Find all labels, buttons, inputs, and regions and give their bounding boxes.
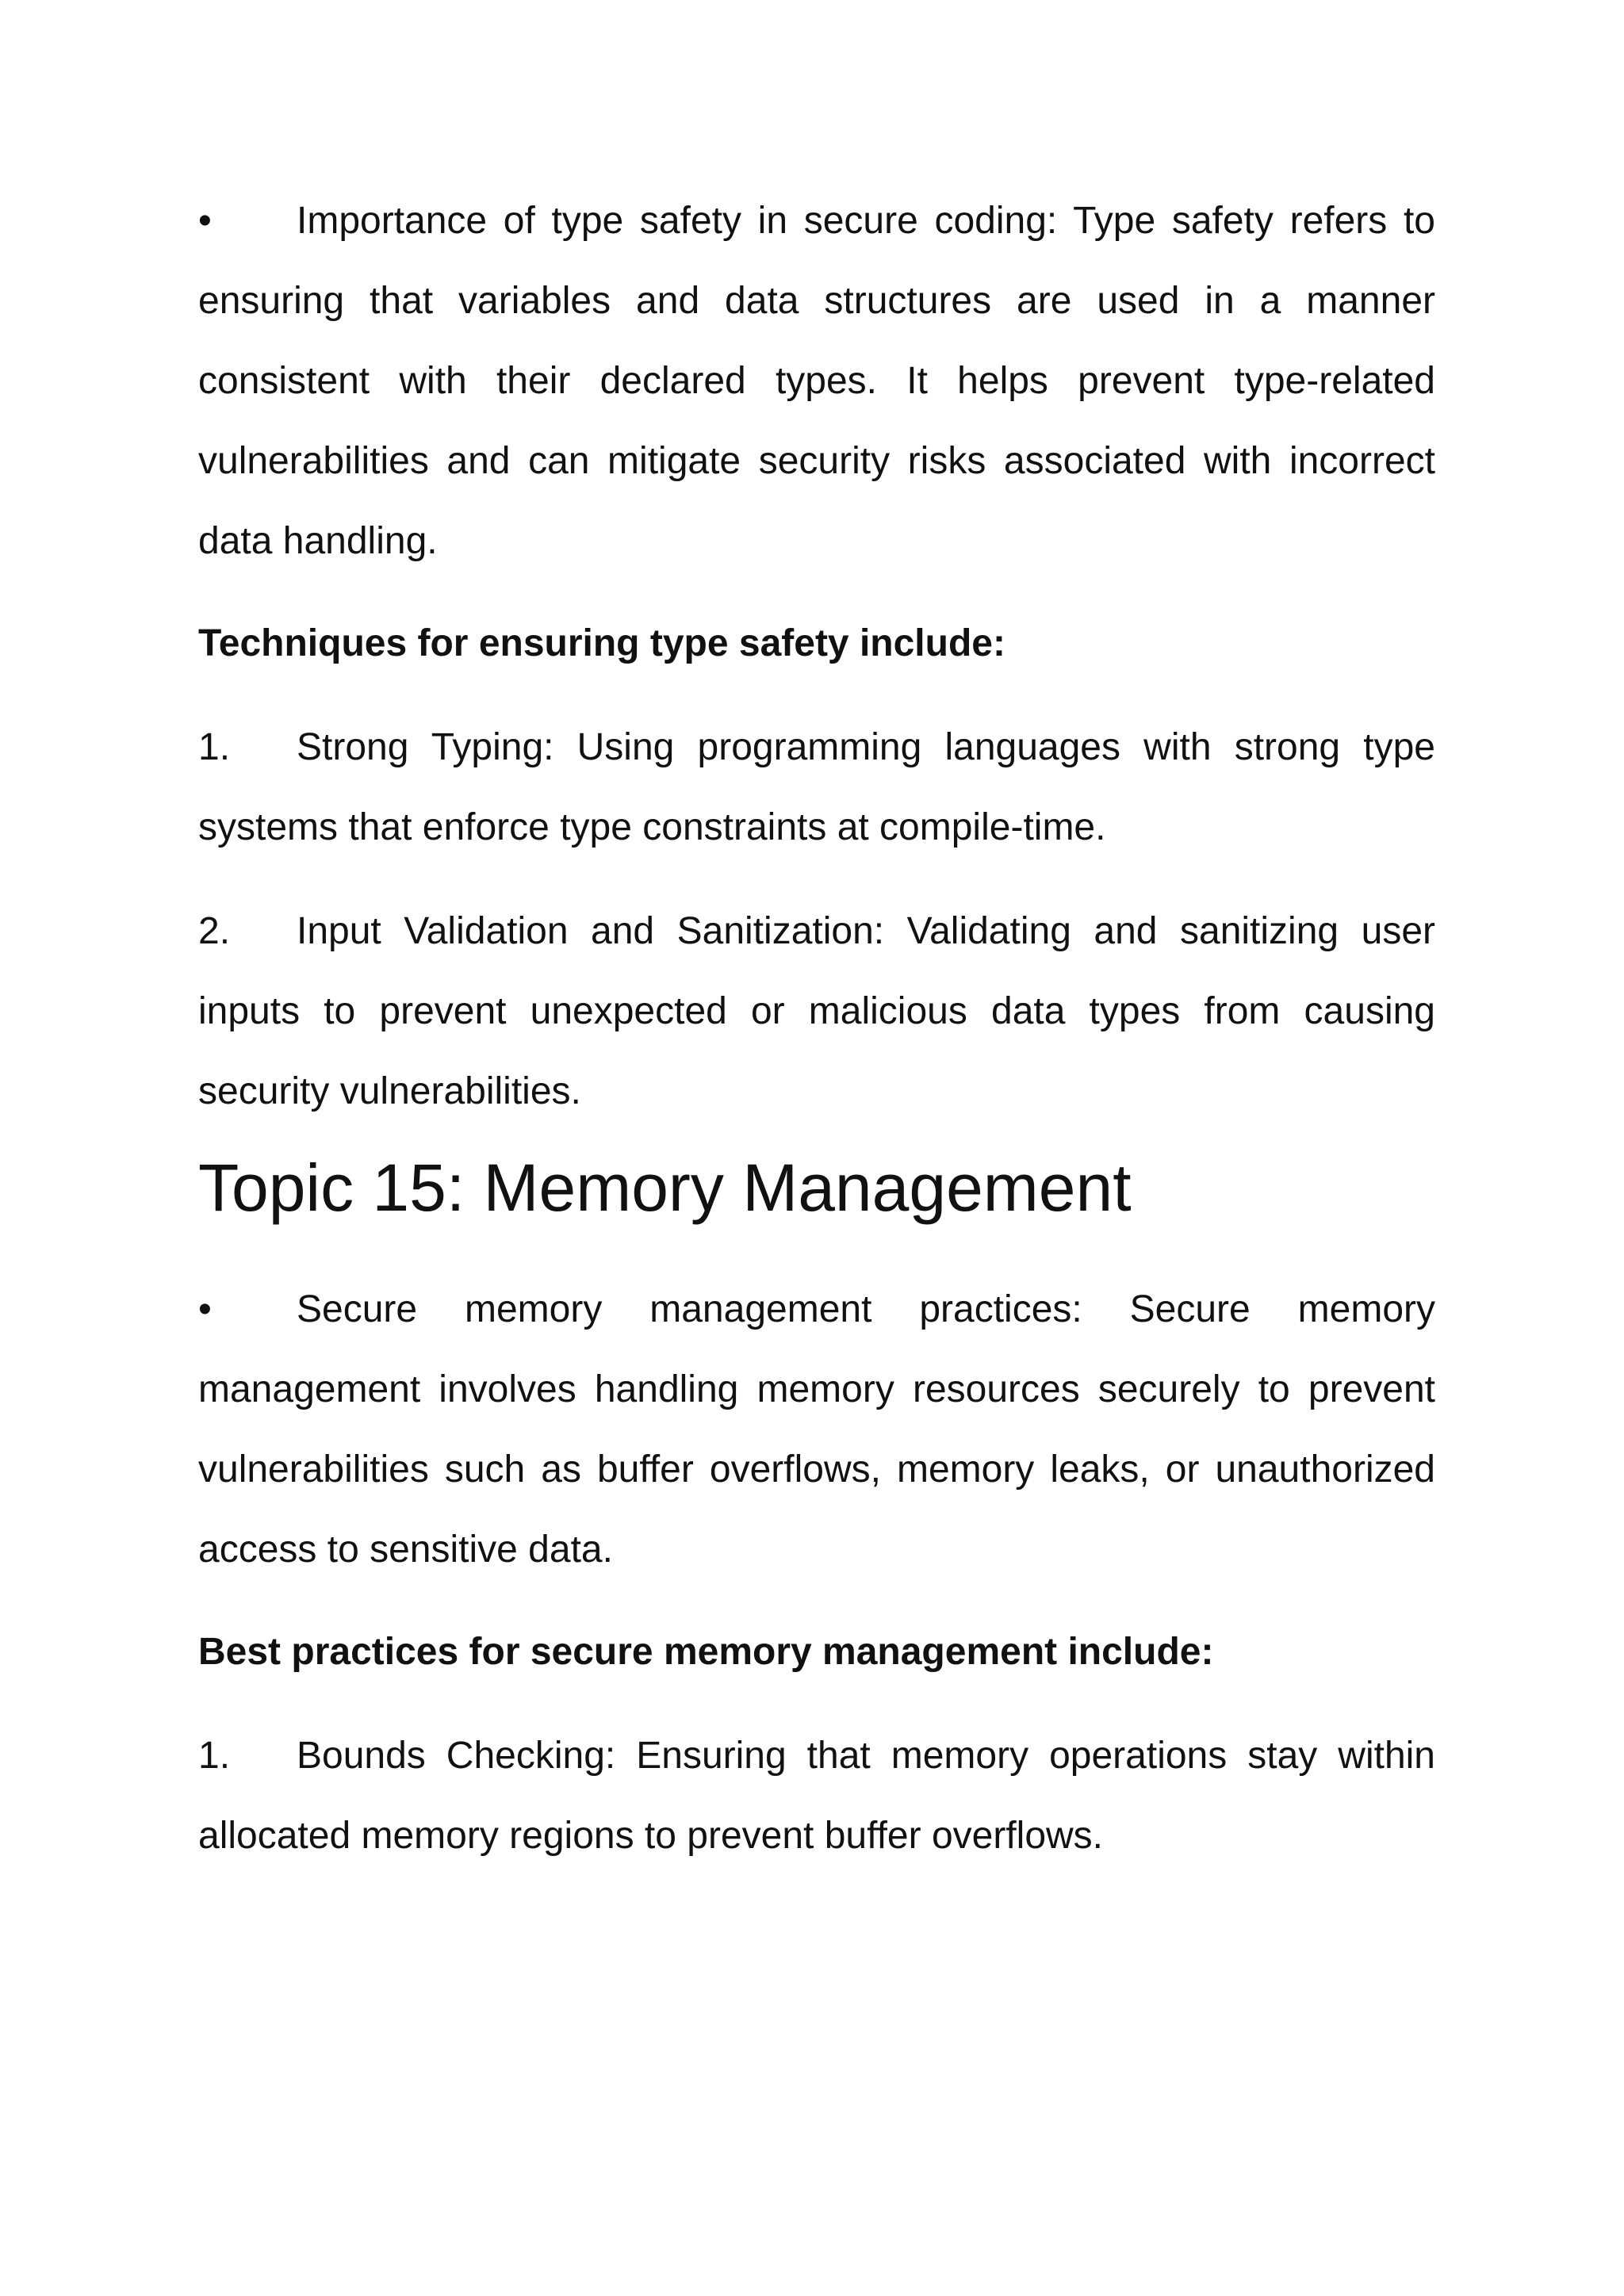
list-item-text: [198, 891, 1435, 1131]
bullet-marker: •: [198, 1288, 212, 1330]
list-item-rest: inputs to prevent unexpected or malicious data types from causing security vulnerabilities.: [198, 990, 1435, 1112]
memory-subheading: Best practices for secure memory management include:: [198, 1631, 1214, 1673]
bullet-lead-text: Importance of type safety in secure coding: Type safety refers to: [297, 200, 1435, 242]
bullet-marker: •: [198, 200, 212, 242]
list-number: 1.: [198, 726, 231, 768]
list-item-rest: allocated memory regions to prevent buffer overflows.: [198, 1815, 1104, 1857]
list-item-lead: Strong Typing: Using programming languages with strong type: [297, 726, 1435, 768]
type-safety-list-item-1: [198, 707, 1435, 867]
type-safety-bullet: [198, 181, 1435, 581]
bullet-lead-text: Secure memory management practices: Secure memory: [297, 1288, 1435, 1330]
list-item-lead: Input Validation and Sanitization: Validating and sanitizing user: [297, 910, 1435, 952]
type-safety-list-item-2: [198, 891, 1435, 1131]
type-safety-subheading: Techniques for ensuring type safety include:: [198, 622, 1005, 664]
memory-bullet-text: [198, 1269, 1435, 1590]
type-safety-bullet-text: [198, 181, 1435, 581]
list-item-rest: systems that enforce type constraints at compile-time.: [198, 806, 1106, 848]
memory-list-item-1: [198, 1716, 1435, 1876]
list-item-text: [198, 1716, 1435, 1876]
list-item-text: [198, 707, 1435, 867]
bullet-rest-text: management involves handling memory resources securely to prevent vulnerabilities such as buffer overflows, memory leaks, or unauthorized access to sensitive data.: [198, 1368, 1435, 1571]
list-number: 1.: [198, 1735, 231, 1777]
memory-management-bullet: [198, 1269, 1435, 1590]
list-item-lead: Bounds Checking: Ensuring that memory operations stay within: [297, 1735, 1435, 1777]
bullet-rest-text: ensuring that variables and data structures are used in a manner consistent with their declared types. It helps prevent type-related vulnerabilities and can mitigate security risks associated with incorrect data handling.: [198, 280, 1435, 562]
document-page: [198, 181, 1435, 1876]
list-number: 2.: [198, 910, 231, 952]
topic-title: Topic 15: Memory Management: [198, 1150, 1132, 1225]
